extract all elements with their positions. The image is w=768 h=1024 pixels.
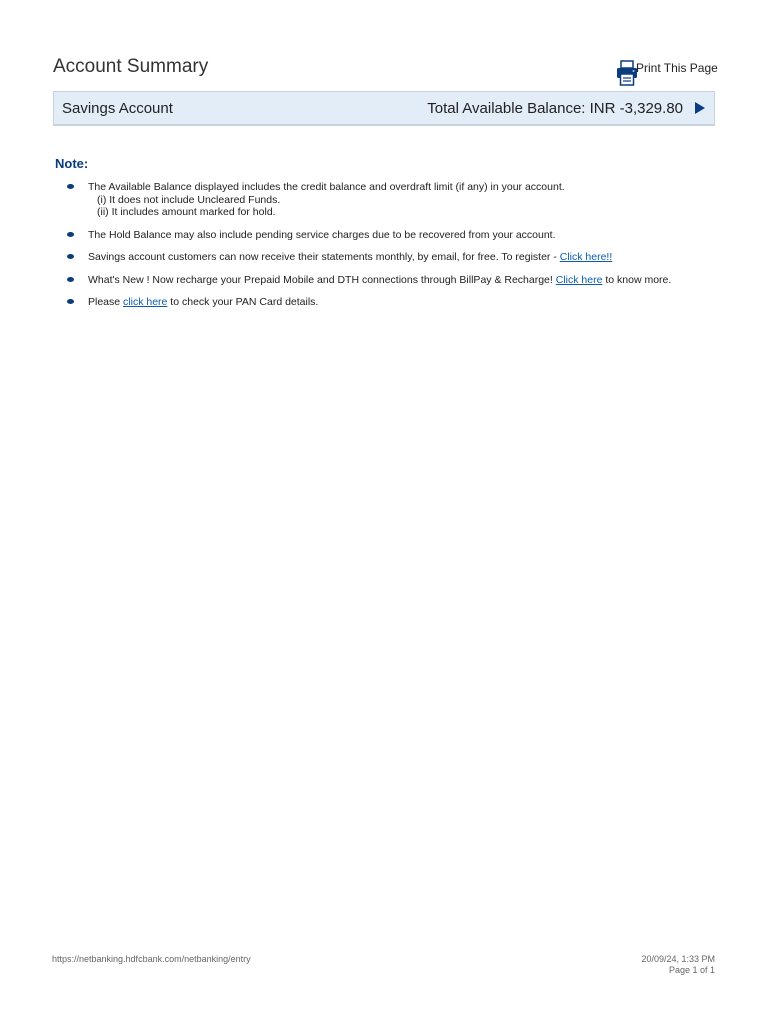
bullet-icon	[67, 254, 74, 259]
arrow-right-icon[interactable]	[695, 102, 705, 114]
print-page-label: Print This Page	[636, 61, 718, 75]
note-heading: Note:	[55, 156, 89, 171]
page-title: Account Summary	[53, 56, 209, 77]
note-text: Please	[88, 296, 124, 308]
note-subline-uncleared: (i) It does not include Uncleared Funds.	[97, 193, 281, 206]
printer-icon	[616, 60, 638, 86]
recharge-info-link[interactable]: Click here	[555, 273, 603, 286]
note-text-after: to check your PAN Card details.	[167, 296, 319, 308]
bullet-icon	[67, 184, 74, 189]
account-summary-bar	[53, 91, 715, 126]
account-type-label: Savings Account	[62, 99, 173, 117]
bullet-icon	[67, 277, 74, 282]
bullet-icon	[67, 299, 74, 304]
note-text: Savings account customers can now receive their statements monthly, by email, for free. To register -	[88, 251, 560, 263]
footer-url: https://netbanking.hdfcbank.com/netbanking/entry	[52, 954, 251, 964]
footer-page-number: Page 1 of 1	[668, 965, 715, 975]
balance-expand-button[interactable]	[427, 100, 706, 117]
note-item-email-statements	[66, 251, 726, 264]
note-item-recharge	[66, 274, 726, 287]
note-text: The Hold Balance may also include pending service charges due to be recovered from your account.	[88, 228, 556, 241]
footer-meta	[641, 954, 715, 976]
note-item-available-balance	[66, 181, 726, 219]
notes-list	[66, 181, 726, 319]
note-subline-hold: (ii) It includes amount marked for hold.	[97, 206, 276, 218]
footer-datetime: 20/09/24, 1:33 PM	[641, 954, 715, 964]
note-item-hold-balance	[66, 229, 726, 242]
note-text: The Available Balance displayed includes the credit balance and overdraft limit (if any) in your account.	[88, 181, 565, 193]
note-item-pan-card	[66, 296, 726, 309]
note-text: What's New ! Now recharge your Prepaid Mobile and DTH connections through BillPay & Recharge!	[88, 273, 556, 286]
total-available-balance: Total Available Balance: INR -3,329.80	[427, 99, 683, 117]
register-statements-link[interactable]: Click here!!	[559, 251, 613, 263]
bullet-icon	[67, 232, 74, 237]
pan-card-link[interactable]: click here	[123, 296, 168, 308]
note-text-after: to know more.	[602, 273, 672, 286]
print-page-button[interactable]	[616, 60, 718, 86]
